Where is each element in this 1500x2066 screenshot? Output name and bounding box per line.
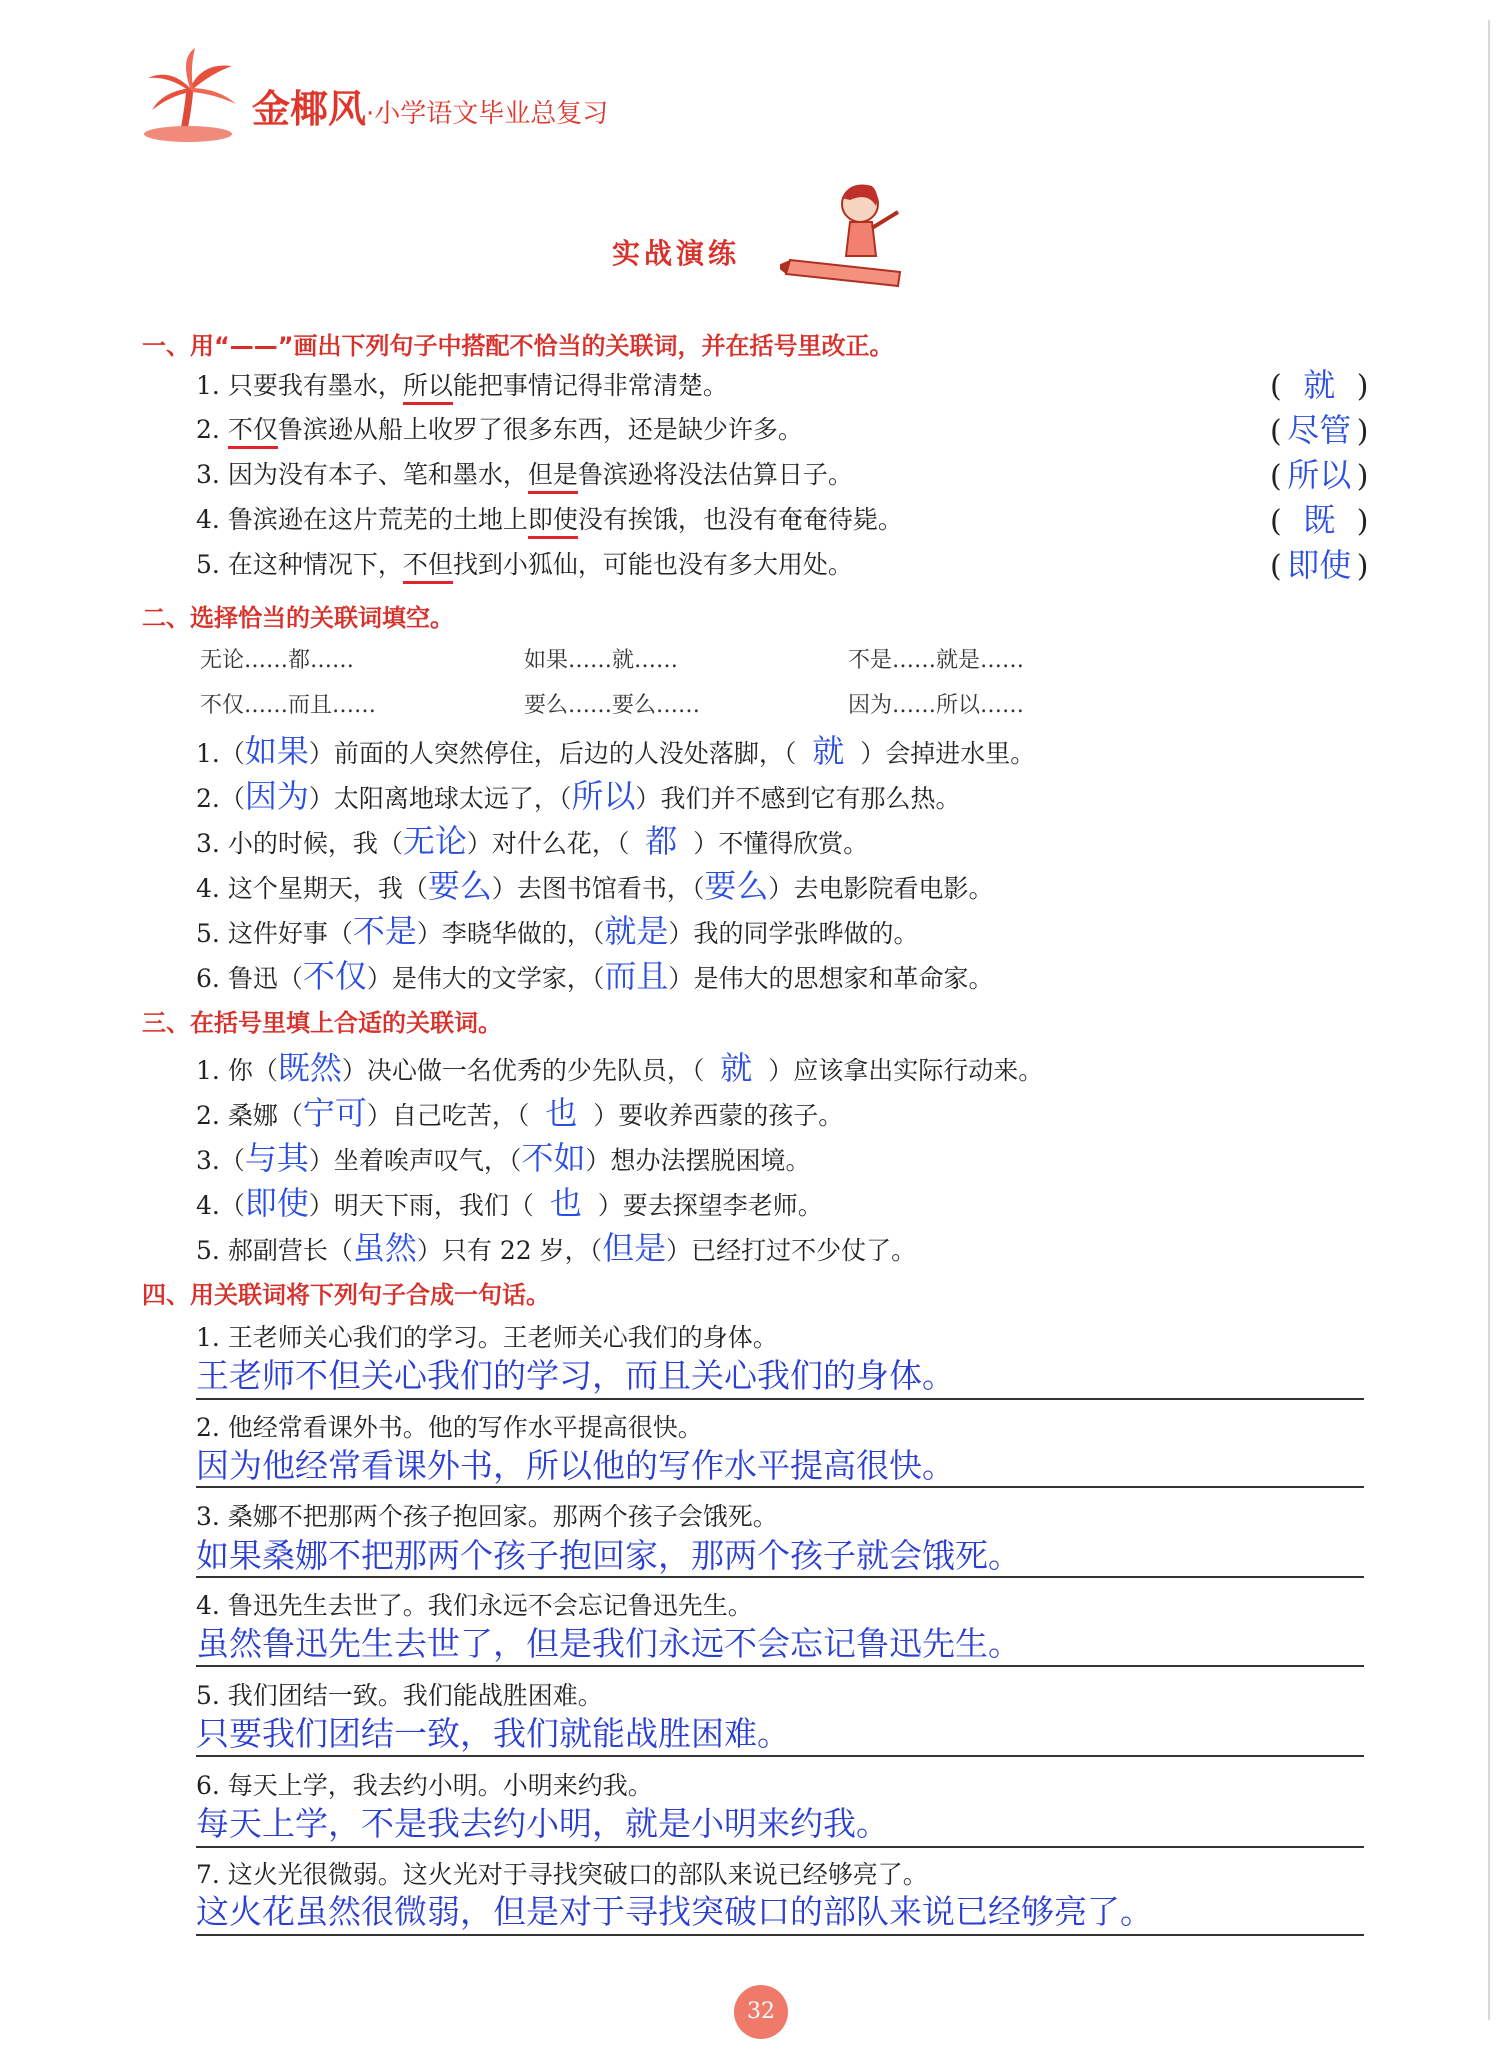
s1-answer-5: ( 即使 ): [1270, 540, 1385, 586]
item-text: 小的时候，我: [227, 829, 378, 858]
item-text: 没有挨饿，也没有奄奄待毙。: [577, 505, 903, 534]
s4-question-3: 3. 桑娜不把那两个孩子抱回家。那两个孩子会饿死。: [196, 1502, 778, 1531]
option: 无论……都……: [200, 648, 355, 673]
answer: 既然: [277, 1049, 342, 1087]
item-text: 想办法摆脱困境。: [610, 1146, 811, 1175]
item-text: 这个星期天，我: [227, 874, 403, 903]
item-text: 鲁迅: [227, 964, 278, 993]
item-text: 是伟大的思想家和革命家。: [693, 964, 994, 993]
item-number: 5.: [196, 919, 220, 948]
item-text: 我的同学张晔做的。: [693, 919, 919, 948]
answer: 宁可: [302, 1094, 367, 1132]
s4-question-7: 7. 这火光很微弱。这火光对于寻找突破口的部队来说已经够亮了。: [196, 1860, 928, 1889]
option: 不是……就是……: [848, 648, 1025, 673]
s4-question-1: 1. 王老师关心我们的学习。王老师关心我们的身体。: [196, 1323, 778, 1352]
underlined-word: 但是: [528, 460, 578, 494]
answer: 与其: [244, 1139, 309, 1177]
item-text: 只有 22 岁，: [441, 1236, 590, 1265]
section-3-heading: 三、在括号里填上合适的关联词。: [142, 1009, 502, 1037]
item-number: 3.: [196, 1146, 220, 1175]
s4-answer-5: 只要我们团结一致，我们就能战胜困难。: [196, 1714, 790, 1753]
s1-item-1: [196, 366, 728, 402]
s4-answer-2: 因为他经常看课外书，所以他的写作水平提高很快。: [196, 1446, 955, 1485]
answer: 就是: [604, 912, 669, 950]
s4-question-5: 5. 我们团结一致。我们能战胜困难。: [196, 1681, 603, 1710]
option: 因为……所以……: [848, 693, 1025, 718]
item-text: 在这种情况下，: [227, 550, 403, 579]
section-2-heading: 二、选择恰当的关联词填空。: [142, 604, 454, 632]
answer-line: [196, 1934, 1364, 1936]
answer-line: [196, 1846, 1364, 1848]
item-number: 4.: [196, 1191, 220, 1220]
item-text: 会掉进水里。: [885, 739, 1036, 768]
answer: 不如: [521, 1139, 586, 1177]
item-text: 只要我有墨水，: [227, 371, 403, 400]
answer-line: [196, 1576, 1364, 1578]
item-text: 你: [227, 1056, 253, 1085]
s3-item-2: 2. 桑娜（宁可）自己吃苦，（ 也 ）要收养西蒙的孩子。: [196, 1094, 844, 1132]
item-text: 找到小狐仙，可能也没有多大用处。: [452, 550, 853, 579]
item-text: 鲁滨逊将没法估算日子。: [577, 460, 853, 489]
item-text: 不懂得欣赏。: [718, 829, 869, 858]
right-edge-line: [1488, 20, 1490, 2020]
s2-item-5: 5. 这件好事（不是）李晓华做的，（就是）我的同学张晔做的。: [196, 912, 919, 950]
s1-item-2: [196, 410, 803, 446]
answer: 所以: [571, 777, 636, 815]
s3-item-3: 3.（与其）坐着唉声叹气，（不如）想办法摆脱困境。: [196, 1139, 811, 1177]
answer: 就: [1303, 366, 1336, 404]
answer: 所以: [1287, 456, 1352, 494]
brand-name: 金椰风: [252, 87, 367, 131]
s1-answer-2: ( 尽管 ): [1270, 405, 1385, 451]
answer-line: [196, 1755, 1364, 1757]
answer: 虽然: [352, 1229, 417, 1267]
item-text: 应该拿出实际行动来。: [793, 1056, 1044, 1085]
answer: 也: [549, 1184, 582, 1222]
s2-item-3: 3. 小的时候，我（无论）对什么花，（ 都 ）不懂得欣赏。: [196, 822, 869, 860]
s3-item-4: 4.（即使）明天下雨，我们（ 也 ）要去探望李老师。: [196, 1184, 823, 1222]
s4-question-2: 2. 他经常看课外书。他的写作水平提高很快。: [196, 1413, 703, 1442]
section-4-heading: 四、用关联词将下列句子合成一句话。: [142, 1281, 550, 1309]
s3-item-5: 5. 郝副营长（虽然）只有 22 岁，（但是）已经打过不少仗了。: [196, 1229, 917, 1267]
s1-answer-3: ( 所以 ): [1270, 450, 1385, 496]
item-text: 因为没有本子、笔和墨水，: [227, 460, 528, 489]
girl-on-pencil-icon: [780, 176, 920, 294]
s1-answer-4: ( 既 ): [1270, 495, 1385, 541]
answer: 无论: [402, 822, 467, 860]
s4-answer-7: 这火花虽然很微弱，但是对于寻找突破口的部队来说已经够亮了。: [196, 1892, 1153, 1931]
item-text: 太阳离地球太远了，: [333, 784, 559, 813]
brand: [252, 78, 608, 133]
answer: 也: [545, 1094, 578, 1132]
section-1-heading: 一、用“——”画出下列句子中搭配不恰当的关联词，并在括号里改正。: [142, 332, 894, 360]
s2-item-6: 6. 鲁迅（不仅）是伟大的文学家，（而且）是伟大的思想家和革命家。: [196, 957, 994, 995]
item-text: 坐着唉声叹气，: [333, 1146, 509, 1175]
underlined-word: 不但: [403, 550, 453, 584]
item-text: 决心做一名优秀的少先队员，: [366, 1056, 692, 1085]
item-number: 2.: [196, 784, 220, 813]
answer-line: [196, 1665, 1364, 1667]
s1-item-3: [196, 455, 853, 491]
item-number: 1.: [196, 1056, 220, 1085]
page-number: 32: [734, 1985, 788, 2039]
answer: 既: [1303, 501, 1336, 539]
item-number: 3.: [196, 460, 220, 489]
underlined-word: 即使: [528, 505, 578, 539]
answer: 要么: [427, 867, 492, 905]
item-number: 4.: [196, 874, 220, 903]
item-text: 前面的人突然停住，后边的人没处落脚，: [333, 739, 784, 768]
item-text: 鲁滨逊从船上收罗了很多东西，还是缺少许多。: [277, 415, 803, 444]
s1-item-4: [196, 500, 903, 536]
s2-item-2: 2.（因为）太阳离地球太远了，（所以）我们并不感到它有那么热。: [196, 777, 961, 815]
answer: 不仅: [302, 957, 367, 995]
palm-tree-logo-icon: [140, 48, 250, 143]
item-text: 自己吃苦，: [391, 1101, 517, 1130]
answer: 如果: [244, 732, 309, 770]
answer: 但是: [602, 1229, 667, 1267]
item-text: 已经打过不少仗了。: [691, 1236, 917, 1265]
answer: 尽管: [1287, 411, 1352, 449]
item-text: 对什么花，: [491, 829, 617, 858]
s1-answer-1: ( 就 ): [1270, 360, 1385, 406]
answer: 就: [812, 732, 845, 770]
item-text: 去图书馆看书，: [516, 874, 692, 903]
s2-item-4: 4. 这个星期天，我（要么）去图书馆看书，（要么）去电影院看电影。: [196, 867, 994, 905]
item-number: 5.: [196, 550, 220, 579]
s4-answer-4: 虽然鲁迅先生去世了，但是我们永远不会忘记鲁迅先生。: [196, 1624, 1021, 1663]
item-text: 能把事情记得非常清楚。: [452, 371, 728, 400]
s2-item-1: 1.（如果）前面的人突然停住，后边的人没处落脚，（ 就 ）会掉进水里。: [196, 732, 1036, 770]
item-number: 2.: [196, 415, 220, 444]
option: 要么……要么……: [524, 693, 701, 718]
s1-item-5: [196, 545, 853, 581]
item-number: 1.: [196, 371, 220, 400]
item-text: 这件好事: [227, 919, 328, 948]
answer-line: [196, 1486, 1364, 1488]
option: 如果……就……: [524, 648, 679, 673]
item-number: 4.: [196, 505, 220, 534]
item-number: 1.: [196, 739, 220, 768]
underlined-word: 不仅: [228, 415, 278, 449]
item-text: 要去探望李老师。: [622, 1191, 823, 1220]
item-text: 明天下雨，我们: [333, 1191, 509, 1220]
answer: 即使: [244, 1184, 309, 1222]
underlined-word: 所以: [403, 371, 453, 405]
item-number: 3.: [196, 829, 220, 858]
item-text: 李晓华做的，: [441, 919, 592, 948]
s4-question-4: 4. 鲁迅先生去世了。我们永远不会忘记鲁迅先生。: [196, 1591, 753, 1620]
s3-item-1: 1. 你（既然）决心做一名优秀的少先队员，（ 就 ）应该拿出实际行动来。: [196, 1049, 1044, 1087]
item-text: 我们并不感到它有那么热。: [660, 784, 961, 813]
s4-answer-1: 王老师不但关心我们的学习，而且关心我们的身体。: [196, 1356, 955, 1395]
item-text: 鲁滨逊在这片荒芜的土地上: [227, 505, 528, 534]
item-number: 2.: [196, 1101, 220, 1130]
item-text: 桑娜: [227, 1101, 278, 1130]
answer: 不是: [352, 912, 417, 950]
answer: 都: [645, 822, 678, 860]
item-number: 6.: [196, 964, 220, 993]
answer-line: [196, 1398, 1364, 1400]
brand-subtitle: ·小学语文毕业总复习: [366, 99, 609, 129]
item-text: 是伟大的文学家，: [391, 964, 592, 993]
item-number: 5.: [196, 1236, 220, 1265]
s4-answer-3: 如果桑娜不把那两个孩子抱回家，那两个孩子就会饿死。: [196, 1536, 1021, 1575]
answer: 而且: [604, 957, 669, 995]
item-text: 去电影院看电影。: [793, 874, 994, 903]
answer: 要么: [704, 867, 769, 905]
answer: 即使: [1287, 546, 1352, 584]
option: 不仅……而且……: [200, 693, 377, 718]
item-text: 要收养西蒙的孩子。: [618, 1101, 844, 1130]
item-text: 郝副营长: [227, 1236, 328, 1265]
answer: 因为: [244, 777, 309, 815]
answer: 就: [720, 1049, 753, 1087]
s4-answer-6: 每天上学，不是我去约小明，就是小明来约我。: [196, 1804, 889, 1843]
s4-question-6: 6. 每天上学，我去约小明。小明来约我。: [196, 1771, 653, 1800]
page-title: 实战演练: [612, 237, 741, 270]
